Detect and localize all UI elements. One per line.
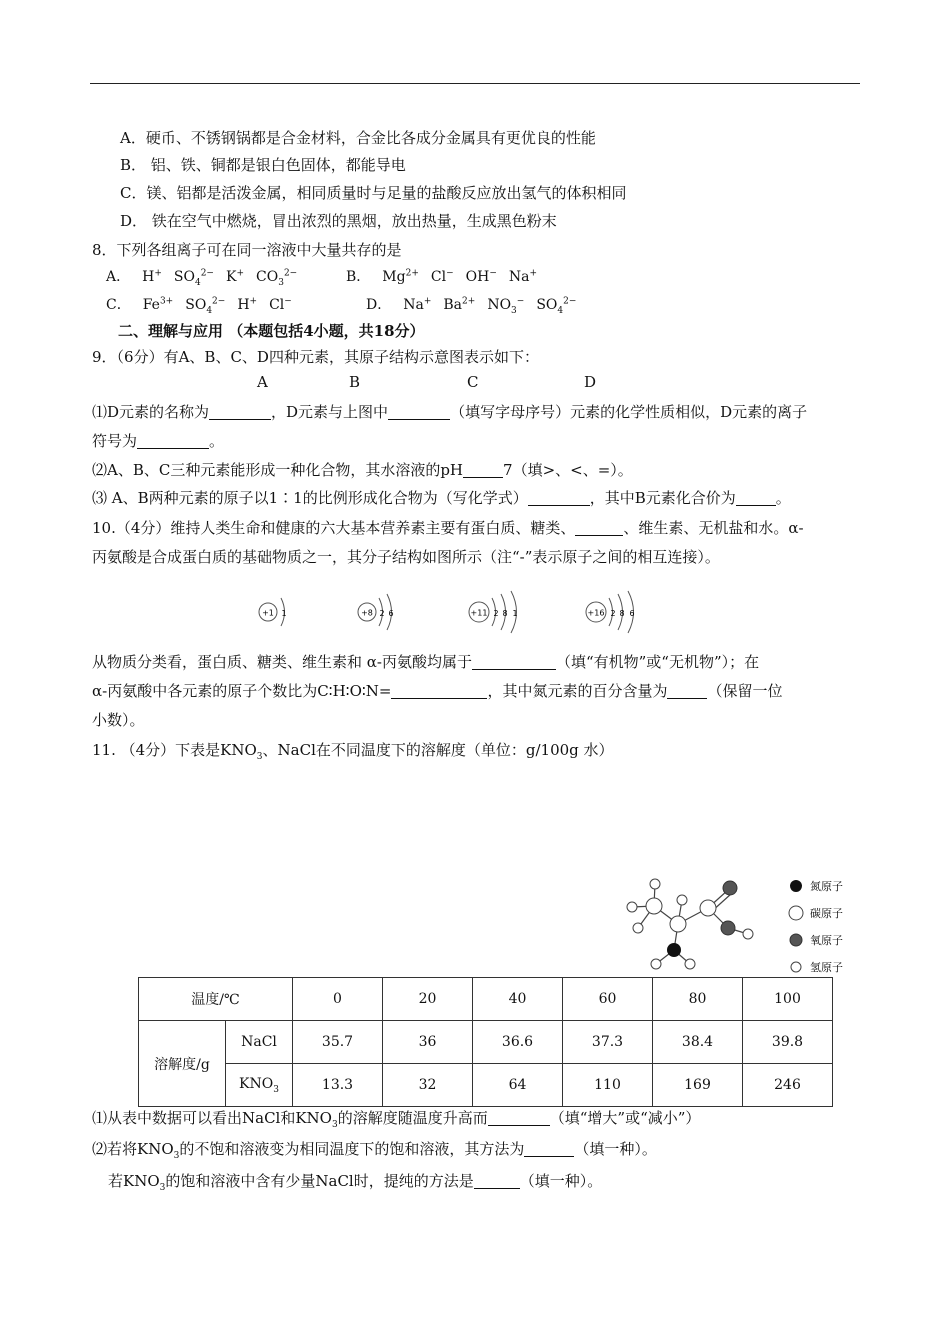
q9-part1-line1: ⑴D元素的名称为 ，D元素与上图中 （填写字母序号）元素的化学性质相似，D元素的离子 xyxy=(92,403,808,421)
atom-d-shell-1: 2 xyxy=(610,609,616,618)
answer-blank[interactable] xyxy=(463,461,503,478)
q9-label-a: A xyxy=(257,373,268,391)
atom-c-shell-1: 2 xyxy=(493,609,499,618)
atom-c-shell-2: 8 xyxy=(502,609,508,618)
q10-line1: 10.（4分）维持人类生命和健康的六大基本营养素主要有蛋白质、糖类、 、维生素、无机盐和水。α- xyxy=(92,519,804,537)
q9-part2: ⑵A、B、C三种元素能形成一种化合物，其水溶液的pH 7（填>、<、=）。 xyxy=(92,461,633,479)
q7-option-a: A．硬币、不锈钢锅都是合金材料，合金比各成分金属具有更优良的性能 xyxy=(120,129,596,147)
answer-blank[interactable] xyxy=(388,403,450,420)
answer-blank[interactable] xyxy=(575,519,623,536)
q8-option-c: C． $Fe^{3+}$ $SO_4^{2-}$ H+ Cl− xyxy=(106,296,292,316)
atom-d-diagram xyxy=(586,591,635,633)
answer-blank[interactable] xyxy=(524,1140,574,1157)
q8-option-a: A． H+ $SO_4^{2-}$ K+ $CO_3^{2-}$ xyxy=(106,268,298,288)
legend-oxygen: 氧原子 xyxy=(810,934,843,947)
q11-stem: 11. （4分）下表是$KNO_3$、NaCl在不同温度下的溶解度（单位：g/100g 水） xyxy=(92,741,614,762)
q10-line4: α-丙氨酸中各元素的原子个数比为C∶H∶O∶N= ，其中氮元素的百分含量为 （保留一位 xyxy=(92,682,783,700)
table-cell: 100 xyxy=(743,978,833,1021)
table-row xyxy=(139,1064,833,1107)
atom-structure-diagrams xyxy=(250,590,650,640)
legend-nitrogen-icon xyxy=(790,880,802,892)
atom-b-nucleus: +8 xyxy=(361,608,373,618)
q10-line3: 从物质分类看，蛋白质、糖类、维生素和 α-丙氨酸均属于 （填“有机物”或“无机物”）；在 xyxy=(92,653,760,671)
table-cell: 64 xyxy=(473,1064,563,1107)
table-cell: 13.3 xyxy=(293,1064,383,1107)
table-cell: 39.8 xyxy=(743,1021,833,1064)
answer-blank[interactable] xyxy=(474,1172,520,1189)
carbon-atom xyxy=(670,916,686,932)
q9-label-c: C xyxy=(467,373,479,391)
answer-blank[interactable] xyxy=(472,653,556,670)
nacl-label: NaCl xyxy=(226,1021,293,1064)
legend-hydrogen-icon xyxy=(791,962,801,972)
answer-blank[interactable] xyxy=(209,403,271,420)
hydrogen-atom xyxy=(627,902,637,912)
atom-b-diagram xyxy=(358,594,394,630)
table-cell: 38.4 xyxy=(653,1021,743,1064)
answer-blank[interactable] xyxy=(488,1109,550,1126)
q8-option-b: B． $Mg^{2+}$ Cl− OH− Na+ xyxy=(346,268,538,285)
atom-d-nucleus: +16 xyxy=(587,608,605,618)
hydrogen-atom xyxy=(633,923,643,933)
atom-a-diagram xyxy=(259,598,287,626)
atom-b-shell-2: 6 xyxy=(388,609,394,618)
table-cell: 20 xyxy=(383,978,473,1021)
atom-c-nucleus: +11 xyxy=(470,608,488,618)
table-row xyxy=(139,978,833,1021)
solubility-header: 溶解度/g xyxy=(139,1021,226,1107)
legend-oxygen-icon xyxy=(790,934,802,946)
alanine-molecule-diagram xyxy=(610,872,870,982)
legend-hydrogen: 氢原子 xyxy=(810,961,843,974)
q9-label-b: B xyxy=(349,373,361,391)
q7-option-c: C．镁、铝都是活泼金属，相同质量时与足量的盐酸反应放出氢气的体积相同 xyxy=(120,184,627,202)
q11-part1: ⑴从表中数据可以看出NaCl和$KNO_3$的溶解度随温度升高而 （填“增大”或“减小”） xyxy=(92,1109,701,1130)
solubility-table xyxy=(138,977,833,1107)
answer-blank[interactable] xyxy=(736,489,776,506)
hydrogen-atom xyxy=(743,929,753,939)
atom-d-shell-2: 8 xyxy=(619,609,625,618)
nitrogen-atom xyxy=(667,943,681,957)
q9-part3: ⑶ A、B两种元素的原子以1∶1的比例形成化合物为（写化学式） ，其中B元素化合价为 。 xyxy=(92,489,791,507)
answer-blank[interactable] xyxy=(528,489,590,506)
table-row xyxy=(139,1021,833,1064)
table-cell: 80 xyxy=(653,978,743,1021)
table-cell: 36 xyxy=(383,1021,473,1064)
carbon-atom xyxy=(700,900,716,916)
header-rule xyxy=(90,83,860,84)
q10-line2: 丙氨酸是合成蛋白质的基础物质之一，其分子结构如图所示（注“-”表示原子之间的相互连接）。 xyxy=(92,548,720,566)
legend-nitrogen: 氮原子 xyxy=(810,880,843,893)
answer-blank[interactable] xyxy=(391,682,487,699)
legend-carbon: 碳原子 xyxy=(810,907,843,920)
table-cell: 169 xyxy=(653,1064,743,1107)
answer-blank[interactable] xyxy=(137,432,209,449)
oxygen-atom xyxy=(721,921,735,935)
oxygen-atom xyxy=(723,881,737,895)
hydrogen-atom xyxy=(650,879,660,889)
table-cell: 0 xyxy=(293,978,383,1021)
atom-c-shell-3: 1 xyxy=(512,609,518,618)
q7-option-d: D． 铁在空气中燃烧，冒出浓烈的黑烟，放出热量，生成黑色粉末 xyxy=(120,212,557,230)
q9-label-d: D xyxy=(584,373,597,391)
answer-blank[interactable] xyxy=(667,682,707,699)
q9-part1-line2: 符号为 。 xyxy=(92,432,225,450)
atom-c-diagram xyxy=(469,591,518,633)
table-cell: 37.3 xyxy=(563,1021,653,1064)
atom-d-shell-3: 6 xyxy=(629,609,635,618)
table-cell: 246 xyxy=(743,1064,833,1107)
hydrogen-atom xyxy=(651,959,661,969)
q9-stem: 9．（6分）有A、B、C、D四种元素，其原子结构示意图表示如下： xyxy=(92,348,539,366)
q11-part2: ⑵若将$KNO_3$的不饱和溶液变为相同温度下的饱和溶液，其方法为 （填一种）。 xyxy=(92,1140,657,1161)
hydrogen-atom xyxy=(677,895,687,905)
section-2-title: 二、理解与应用 （本题包括4小题，共18分） xyxy=(118,322,425,340)
temp-header: 温度/℃ xyxy=(139,978,293,1021)
table-cell: 60 xyxy=(563,978,653,1021)
q8-stem: 8．下列各组离子可在同一溶液中大量共存的是 xyxy=(92,241,402,259)
hydrogen-atom xyxy=(685,959,695,969)
carbon-atom xyxy=(646,898,662,914)
atom-a-shell-1: 1 xyxy=(281,609,287,618)
q11-part3: 若$KNO_3$的饱和溶液中含有少量NaCl时，提纯的方法是 （填一种）。 xyxy=(108,1172,603,1193)
q10-line5: 小数）。 xyxy=(92,711,145,729)
q7-option-b: B． 铝、铁、铜都是银白色固体，都能导电 xyxy=(120,156,406,174)
table-cell: 36.6 xyxy=(473,1021,563,1064)
q8-option-d: D． Na+ $Ba^{2+}$ $NO_3^-$ $SO_4^{2-}$ xyxy=(366,296,577,316)
atom-a-nucleus: +1 xyxy=(262,608,274,618)
kno3-label: $KNO_3$ xyxy=(226,1064,293,1107)
table-cell: 32 xyxy=(383,1064,473,1107)
atom-b-shell-1: 2 xyxy=(379,609,385,618)
table-cell: 35.7 xyxy=(293,1021,383,1064)
legend-carbon-icon xyxy=(789,906,803,920)
table-cell: 40 xyxy=(473,978,563,1021)
table-cell: 110 xyxy=(563,1064,653,1107)
